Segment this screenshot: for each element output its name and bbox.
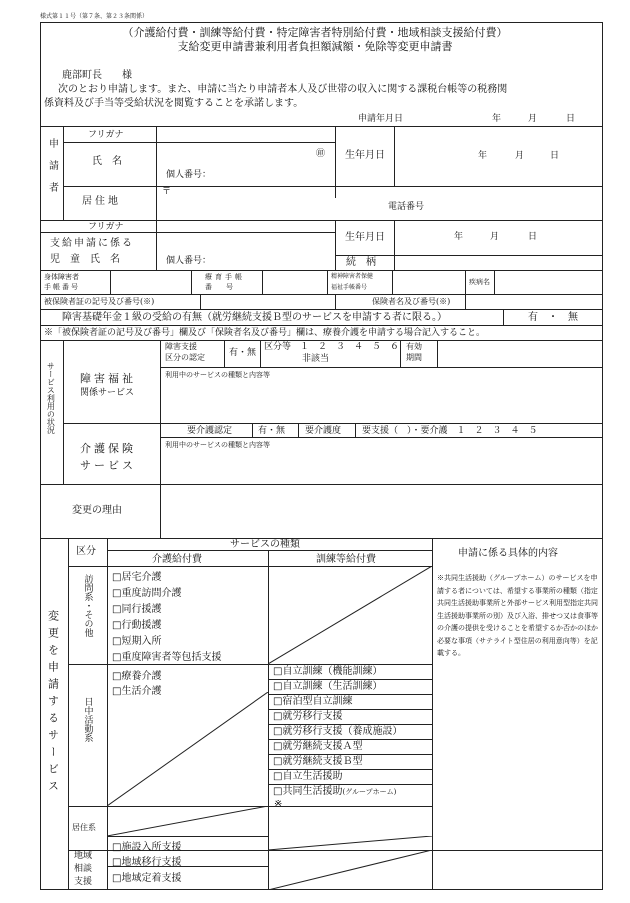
welfare-service-label1: 障害福祉 xyxy=(80,372,136,385)
checkbox-comprehensive-support[interactable]: □重度障害者等包括支援 xyxy=(112,652,222,663)
service-types-header: サービスの種類 xyxy=(230,539,300,550)
specific-note: ※共同生活援助（グループホーム）のサービスを申請する者については、希望する事業所の種類（指定共同生活援助事業所と外部サービス利用型指定共同生活援助事業所の別）及び入浴、排せつ又は食事等の介護の提供を受けることを希望するか否かのほか必要な事項（サテライト型住居の利用意向等）を記載する。 xyxy=(437,574,598,657)
care-benefit-header: 介護給付費 xyxy=(152,554,202,565)
disease-field[interactable] xyxy=(495,271,602,293)
change-service-side-label: 変更を申請するサービス xyxy=(46,610,60,797)
title-line1: （介護給付費・訓練等給付費・特定障害者特別給付費・地域相談支援給付費） xyxy=(122,26,508,39)
empty-cell-diagonal xyxy=(107,692,268,806)
checkbox-short-stay[interactable]: □短期入所 xyxy=(112,636,162,647)
category-visit: 訪問系・その他 xyxy=(82,574,93,637)
pension-yes-no[interactable]: 有 ・ 無 xyxy=(528,312,578,323)
disease-label: 疾病名 xyxy=(469,278,490,286)
checkbox-community-settlement[interactable]: □地域定着支援 xyxy=(112,873,182,884)
checkbox-function-training[interactable]: □自立訓練（機能訓練） xyxy=(273,666,383,677)
care-using-field[interactable] xyxy=(161,450,602,483)
welfare-using-label: 利用中のサービスの種類と内容等 xyxy=(165,371,270,379)
day-label: 日 xyxy=(566,114,576,124)
insurer-name-label: 保険者名及び番号(※) xyxy=(372,297,451,306)
applicant-furigana-label: フリガナ xyxy=(88,130,124,140)
month-label: 月 xyxy=(528,114,538,124)
child-birth-day: 日 xyxy=(528,232,538,242)
checkbox-accompany[interactable]: □同行援護 xyxy=(112,604,162,615)
checkbox-continuous-employment-a[interactable]: □就労継続支援Ａ型 xyxy=(273,741,363,752)
intro-line2: 係資料及び手当等受給状況を閲覧することを承諾します。 xyxy=(44,98,304,109)
mental-handbook-label2: 福祉手帳番号 xyxy=(331,284,368,291)
addressee: 鹿部町長 様 xyxy=(62,70,132,81)
care-certification-yes-no[interactable]: 有・無 xyxy=(258,426,286,436)
empty-cell-diagonal xyxy=(107,806,268,836)
checkbox-employment-transition-training[interactable]: □就労移行支援（養成施設） xyxy=(273,726,403,737)
care-insurance-label2: サービス xyxy=(80,459,136,472)
checkbox-independent-living[interactable]: □自立生活援助 xyxy=(273,771,343,782)
service-status-side-label: サービス利用の状況 xyxy=(46,362,56,434)
intro-line1: 次のとおり申請します。また、申請に当たり申請者本人及び世帯の収入に関する課税台帳等の税務関 xyxy=(58,84,508,95)
checkbox-home-care[interactable]: □居宅介護 xyxy=(112,572,162,583)
applicant-birth-month: 月 xyxy=(515,151,525,161)
empty-cell-diagonal xyxy=(268,836,432,850)
year-label: 年 xyxy=(492,114,502,124)
care-insurance-label1: 介護保険 xyxy=(80,442,136,455)
applicant-mynumber-label: 個人番号： xyxy=(166,170,212,180)
checkbox-continuous-employment-b[interactable]: □就労継続支援Ｂ型 xyxy=(273,756,363,767)
category-community-1: 地域 xyxy=(74,851,93,861)
physical-handbook-label1: 身体障害者 xyxy=(44,273,79,281)
care-certification-label: 要介護認定 xyxy=(187,426,233,436)
child-birthdate-label: 生年月日 xyxy=(345,232,385,243)
applicant-furigana-field[interactable] xyxy=(157,127,334,142)
mental-handbook-field[interactable] xyxy=(393,271,464,293)
rehab-handbook-field[interactable] xyxy=(263,271,326,293)
specific-content-field[interactable] xyxy=(433,566,602,849)
child-birth-month: 月 xyxy=(490,232,500,242)
support-category-label2: 区分の認定 xyxy=(165,353,205,362)
applicant-birthdate-label: 生年月日 xyxy=(345,150,385,161)
change-reason-label: 変更の理由 xyxy=(72,505,122,516)
welfare-using-field[interactable] xyxy=(161,380,602,422)
applicant-birth-day: 日 xyxy=(550,151,560,161)
postal-mark: 〒 xyxy=(162,187,172,197)
specific-content-header: 申請に係る具体的内容 xyxy=(458,548,558,559)
applicant-section-label: 申請者 xyxy=(46,138,58,204)
address-label: 居住地 xyxy=(82,196,121,207)
address-field[interactable] xyxy=(157,187,602,219)
valid-period-label1: 有効 xyxy=(406,342,422,351)
checkbox-severe-visit[interactable]: □重度訪問介護 xyxy=(112,588,182,599)
child-label-line2: 児童氏名 xyxy=(50,254,130,265)
empty-cell-diagonal xyxy=(268,566,432,664)
phone-label: 電話番号 xyxy=(388,202,425,212)
mental-handbook-label1: 精神障害者保健 xyxy=(331,273,374,280)
category-residence: 居住系 xyxy=(72,823,96,832)
child-furigana-label: フリガナ xyxy=(88,222,124,232)
pension-question: 障害基礎年金１級の受給の有無（就労継続支援Ｂ型のサービスを申請する者に限る。） xyxy=(62,312,447,323)
category-community-2: 相談 xyxy=(74,864,93,874)
support-category-yes-no[interactable]: 有・無 xyxy=(229,348,257,358)
empty-cell-diagonal xyxy=(268,850,432,890)
physical-handbook-label2: 手帳番号 xyxy=(44,283,80,291)
relation-field[interactable] xyxy=(395,256,602,269)
valid-period-field[interactable] xyxy=(438,341,602,366)
insured-symbol-label: 被保険者証の記号及び番号(※) xyxy=(44,297,155,306)
insured-symbol-field[interactable] xyxy=(201,295,334,308)
title-line2: 支給変更申請書兼利用者負担額減額・免除等変更申請書 xyxy=(177,40,453,53)
support-class-levels[interactable]: 区分等 １ ２ ３ ４ ５ ６ xyxy=(264,342,400,352)
support-category-label1: 障害支援 xyxy=(165,342,197,351)
rehab-handbook-label2: 番 号 xyxy=(205,283,233,291)
checkbox-community-transition[interactable]: □地域移行支援 xyxy=(112,857,182,868)
rehab-handbook-label1: 療育手帳 xyxy=(205,273,245,281)
kubun-header: 区分 xyxy=(76,546,96,557)
child-label-line1: 支給申請に係る xyxy=(50,238,134,249)
support-not-applicable[interactable]: 非該当 xyxy=(302,354,330,364)
applicant-name-label: 氏 名 xyxy=(92,156,122,167)
care-levels[interactable]: 要支援（ ）・要介護 １ ２ ３ ４ ５ xyxy=(362,426,538,436)
checkbox-group-home[interactable]: □共同生活援助(グループホーム) xyxy=(273,786,397,797)
checkbox-employment-transition[interactable]: □就労移行支援 xyxy=(273,711,343,722)
training-benefit-header: 訓練等給付費 xyxy=(316,554,376,565)
care-level-label: 要介護度 xyxy=(305,426,342,436)
form-number: 様式第１１号（第７条、第２３条関係） xyxy=(40,13,149,20)
change-reason-field[interactable] xyxy=(161,485,602,537)
insurer-name-field[interactable] xyxy=(466,295,602,308)
relation-label: 続 柄 xyxy=(346,257,376,268)
welfare-service-label2: 関係サービス xyxy=(80,388,135,398)
checkbox-life-care[interactable]: □生活介護 xyxy=(112,686,162,697)
insurance-note: ※「被保険者証の記号及び番号」欄及び「保険者名及び番号」欄は、療養介護を申請する場合記入すること。 xyxy=(44,328,486,338)
checkbox-facility-admission[interactable]: □施設入所支援 xyxy=(112,842,182,853)
checkbox-life-training[interactable]: □自立訓練（生活訓練） xyxy=(273,681,383,692)
checkbox-medical-care[interactable]: □療養介護 xyxy=(112,671,162,682)
category-community-3: 支援 xyxy=(74,877,93,887)
applicant-birth-year: 年 xyxy=(478,151,488,161)
group-home-note-mark: ※ xyxy=(274,799,283,810)
applicant-birthdate-field[interactable] xyxy=(395,127,602,185)
application-date-label: 申請年月日 xyxy=(358,114,404,124)
child-mynumber-label: 個人番号： xyxy=(166,256,212,266)
child-birth-year: 年 xyxy=(454,232,464,242)
seal-mark: ㊞ xyxy=(316,149,326,159)
category-day: 日中活動系 xyxy=(82,697,93,742)
care-using-label: 利用中のサービスの種類と内容等 xyxy=(165,441,270,449)
physical-handbook-field[interactable] xyxy=(111,271,190,293)
checkbox-behavior-support[interactable]: □行動援護 xyxy=(112,620,162,631)
checkbox-residential-training[interactable]: □宿泊型自立訓練 xyxy=(273,696,353,707)
valid-period-label2: 期間 xyxy=(406,353,422,362)
